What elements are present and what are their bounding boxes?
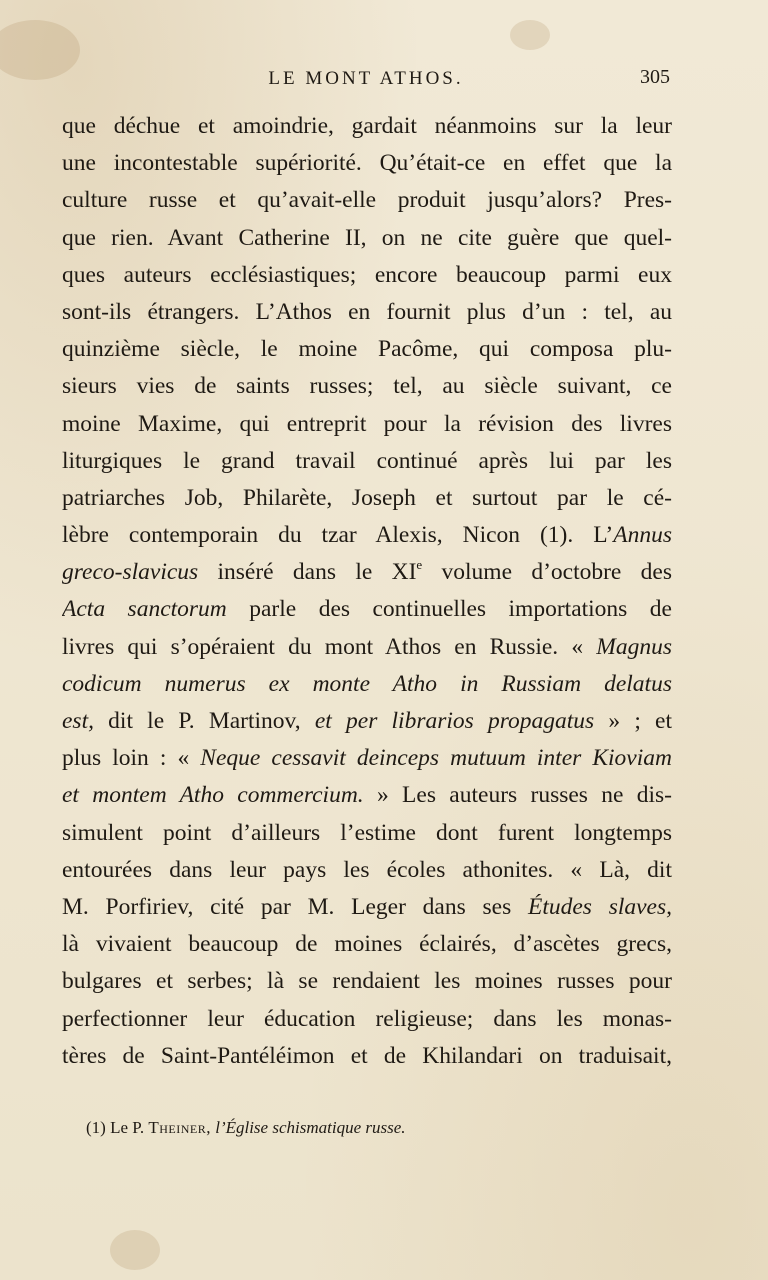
text-line	[62, 294, 672, 331]
text-span: liturgiques le grand travail continué après lui par les	[62, 447, 672, 474]
text-line	[62, 257, 672, 294]
text-span: patriarches Job, Philarète, Joseph et surtout par le cé-	[62, 484, 672, 511]
footnote-author: Theiner,	[148, 1118, 211, 1137]
text-span: que déchue et amoindrie, gardait néanmoins sur la leur	[62, 113, 672, 139]
text-span: sont-ils étrangers. L’Athos en fournit plus d’un : tel, au	[62, 298, 672, 325]
footnote	[86, 1118, 646, 1138]
text-line	[62, 406, 672, 443]
body-text	[62, 108, 672, 1075]
text-line	[62, 591, 672, 628]
italic-span: Études slaves,	[527, 893, 672, 920]
text-line	[62, 963, 672, 1000]
text-line	[62, 1001, 672, 1038]
text-line	[62, 368, 672, 405]
text-line	[62, 443, 672, 480]
text-line	[62, 740, 672, 777]
italic-span: et montem Atho commercium.	[62, 782, 364, 809]
text-span: culture russe et qu’avait-elle produit jusqu’alors? Pres-	[62, 187, 672, 214]
text-line	[62, 145, 672, 182]
text-line	[62, 331, 672, 368]
text-line	[62, 517, 672, 554]
text-line	[62, 852, 672, 889]
text-line	[62, 703, 672, 740]
text-line	[62, 666, 672, 703]
italic-span: Acta sanctorum	[62, 596, 227, 623]
paper-stain	[110, 1230, 160, 1270]
footnote-title: l’Église schismatique russe.	[210, 1118, 406, 1137]
text-span: » Les auteurs russes ne dis-	[363, 782, 672, 809]
text-span: plus loin : «	[62, 745, 201, 772]
footnote-marker: (1) Le P.	[86, 1118, 149, 1137]
text-span: une incontestable supériorité. Qu’était-ce en effet que la	[62, 150, 672, 177]
text-span: lèbre contemporain du tzar Alexis, Nicon (1). L’	[62, 522, 614, 549]
text-line	[62, 182, 672, 219]
page-header	[0, 68, 768, 98]
text-line	[62, 220, 672, 257]
italic-span: greco-slavicus	[62, 559, 199, 586]
text-span: M. Porfiriev, cité par M. Leger dans ses	[62, 893, 528, 920]
text-line	[62, 815, 672, 852]
text-span: là vivaient beaucoup de moines éclairés, d’ascètes grecs,	[62, 931, 672, 958]
text-span: bulgares et serbes; là se rendaient les moines russes pour	[62, 968, 672, 995]
italic-span: est,	[62, 708, 94, 734]
text-span: tères de Saint-Pantéléimon et de Khilandari on traduisait,	[62, 1042, 672, 1069]
text-span: simulent point d’ailleurs l’estime dont furent longtemps	[62, 819, 672, 846]
text-line	[62, 629, 672, 666]
italic-span: Annus	[613, 522, 672, 549]
text-span: volume d’octobre des	[422, 559, 672, 586]
text-line	[62, 777, 672, 814]
italic-span: Magnus	[596, 633, 672, 660]
text-span: ques auteurs ecclésiastiques; encore beaucoup parmi eux	[62, 261, 672, 288]
text-line	[62, 1038, 672, 1075]
text-span: moine Maxime, qui entreprit pour la révision des livres	[62, 410, 672, 437]
text-span: entourées dans leur pays les écoles athonites. « Là, dit	[62, 856, 672, 883]
text-line	[62, 480, 672, 517]
italic-span: et per librarios propagatus	[314, 708, 595, 734]
text-line	[62, 554, 672, 591]
superscript: e	[416, 557, 423, 573]
italic-span: Neque cessavit deinceps mutuum inter Kioviam	[200, 745, 672, 772]
text-span: que rien. Avant Catherine II, on ne cite guère que quel-	[62, 224, 672, 251]
running-title: LE MONT ATHOS.	[268, 68, 464, 89]
text-line	[62, 889, 672, 926]
text-span: » ; et	[594, 708, 672, 734]
paper-stain	[510, 20, 550, 50]
text-span: livres qui s’opéraient du mont Athos en Russie. «	[62, 633, 597, 660]
italic-span: codicum numerus ex monte Atho in Russiam delatus	[62, 670, 672, 697]
text-span: sieurs vies de saints russes; tel, au siècle suivant, ce	[62, 373, 672, 400]
text-line	[62, 108, 672, 145]
text-span: perfectionner leur éducation religieuse; dans les monas-	[62, 1005, 672, 1032]
text-span: inséré dans le XI	[198, 559, 417, 586]
page-number: 305	[640, 66, 670, 88]
text-span: dit le P. Martinov,	[93, 708, 315, 734]
text-line	[62, 926, 672, 963]
text-span: parle des continuelles importations de	[226, 596, 672, 623]
text-span: quinzième siècle, le moine Pacôme, qui composa plu-	[62, 336, 672, 363]
